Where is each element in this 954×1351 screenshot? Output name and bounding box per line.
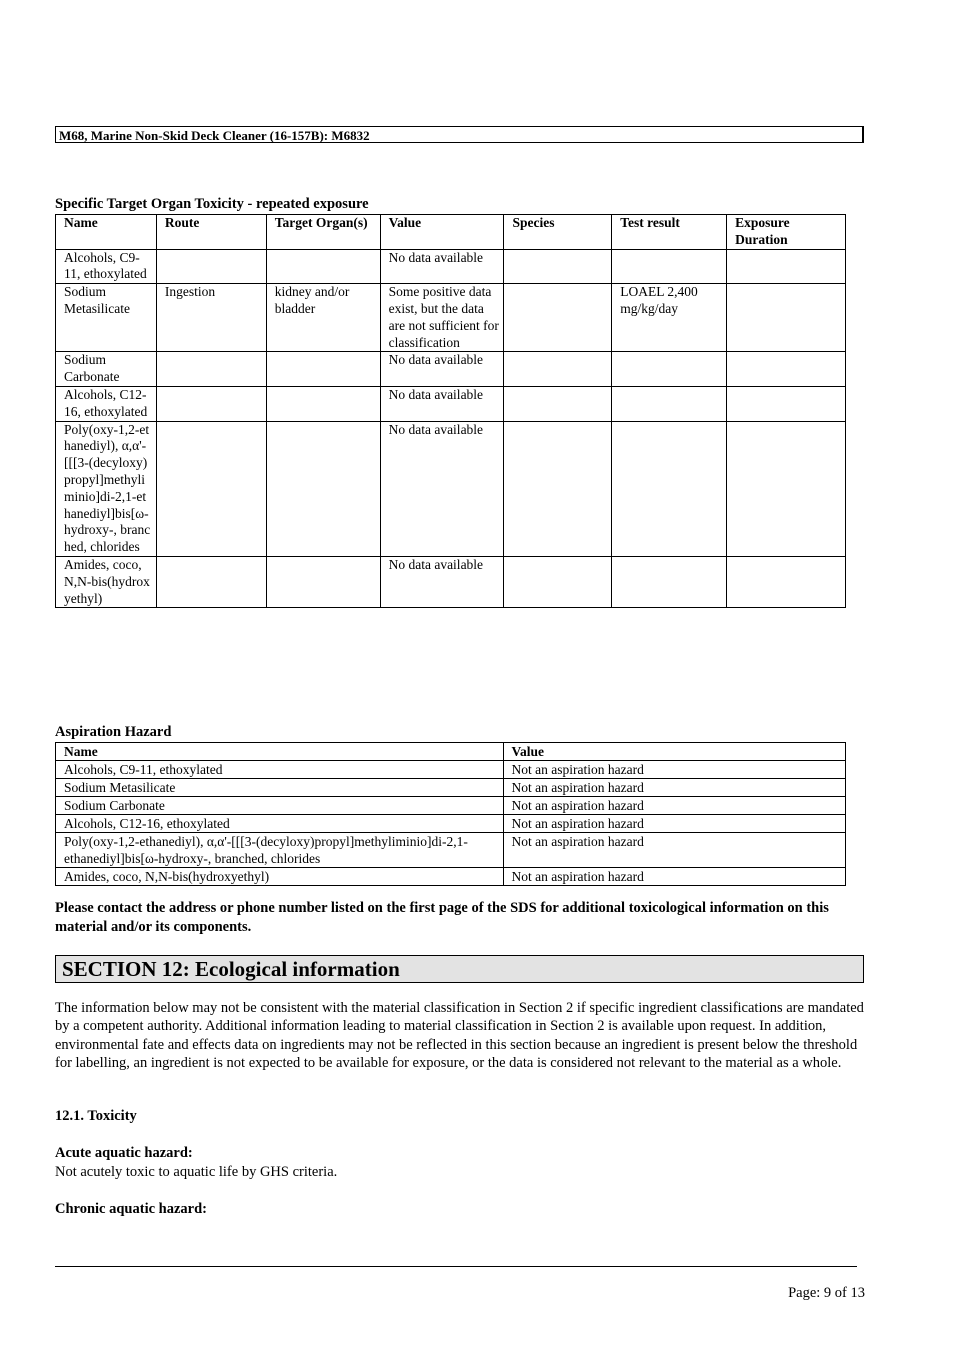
- aspiration-table: [55, 742, 846, 886]
- stot-table: [55, 214, 846, 608]
- stot-cell-result: [612, 249, 727, 284]
- table-row: [56, 815, 846, 833]
- aspiration-cell-name: Poly(oxy-1,2-ethanediyl), α,α'-[[[3-(decyloxy)propyl]methyliminio]di-2,1-ethanediyl]bis[ω-hydroxy-, branched, chlorides: [56, 833, 504, 868]
- table-row: [56, 833, 846, 868]
- page-number: Page: 9 of 13: [788, 1285, 865, 1301]
- stot-cell-species: [504, 421, 612, 556]
- stot-cell-result: [612, 386, 727, 421]
- stot-cell-duration: [727, 249, 846, 284]
- stot-cell-duration: [727, 352, 846, 387]
- stot-cell-name: Alcohols, C9-11, ethoxylated: [56, 249, 157, 284]
- acute-heading: Acute aquatic hazard:: [55, 1145, 193, 1161]
- stot-cell-value: No data available: [380, 352, 504, 387]
- stot-cell-organ: [266, 249, 380, 284]
- stot-cell-duration: [727, 421, 846, 556]
- table-row: [56, 386, 846, 421]
- table-row: [56, 284, 846, 352]
- aspiration-cell-value: Not an aspiration hazard: [503, 833, 845, 868]
- aspiration-title: Aspiration Hazard: [55, 724, 172, 740]
- stot-cell-duration: [727, 556, 846, 607]
- stot-col-value: Value: [380, 215, 504, 250]
- stot-cell-value: No data available: [380, 556, 504, 607]
- footer-divider: [55, 1266, 857, 1267]
- stot-cell-duration: [727, 386, 846, 421]
- table-row: [56, 249, 846, 284]
- table-row: [56, 421, 846, 556]
- stot-col-route: Route: [156, 215, 266, 250]
- stot-cell-organ: [266, 556, 380, 607]
- stot-cell-result: LOAEL 2,400 mg/kg/day: [612, 284, 727, 352]
- table-row: [56, 797, 846, 815]
- stot-cell-result: [612, 352, 727, 387]
- contact-note: Please contact the address or phone number listed on the first page of the SDS for additional toxicological information on this material and/or its components.: [55, 900, 829, 935]
- stot-cell-value: No data available: [380, 421, 504, 556]
- table-row: [56, 761, 846, 779]
- stot-cell-route: [156, 352, 266, 387]
- stot-cell-name: Poly(oxy-1,2-ethanediyl), α,α'-[[[3-(decyloxy)propyl]methyliminio]di-2,1-ethanediyl]bis[ω-hydroxy-, branched, chlorides: [56, 421, 157, 556]
- stot-col-result: Test result: [612, 215, 727, 250]
- aspiration-cell-name: Sodium Metasilicate: [56, 779, 504, 797]
- section-12-heading: SECTION 12: Ecological information: [55, 955, 864, 983]
- table-row: [56, 556, 846, 607]
- stot-cell-route: [156, 556, 266, 607]
- aspiration-cell-value: Not an aspiration hazard: [503, 815, 845, 833]
- stot-cell-species: [504, 352, 612, 387]
- acute-text: Not acutely toxic to aquatic life by GHS criteria.: [55, 1164, 338, 1180]
- aspiration-header-row: [56, 743, 846, 761]
- stot-cell-organ: [266, 421, 380, 556]
- stot-title: Specific Target Organ Toxicity - repeated exposure: [55, 196, 369, 212]
- stot-cell-name: Sodium Carbonate: [56, 352, 157, 387]
- stot-cell-route: [156, 386, 266, 421]
- stot-cell-route: [156, 249, 266, 284]
- stot-cell-result: [612, 556, 727, 607]
- aspiration-col-name: Name: [56, 743, 504, 761]
- stot-cell-species: [504, 284, 612, 352]
- stot-cell-duration: [727, 284, 846, 352]
- stot-cell-route: [156, 421, 266, 556]
- aspiration-cell-name: Sodium Carbonate: [56, 797, 504, 815]
- chronic-heading: Chronic aquatic hazard:: [55, 1201, 207, 1217]
- stot-cell-value: No data available: [380, 386, 504, 421]
- aspiration-cell-name: Alcohols, C9-11, ethoxylated: [56, 761, 504, 779]
- stot-cell-species: [504, 556, 612, 607]
- aspiration-cell-value: Not an aspiration hazard: [503, 797, 845, 815]
- stot-cell-result: [612, 421, 727, 556]
- stot-cell-species: [504, 386, 612, 421]
- stot-cell-organ: [266, 386, 380, 421]
- stot-col-species: Species: [504, 215, 612, 250]
- stot-cell-value: Some positive data exist, but the data are not sufficient for classification: [380, 284, 504, 352]
- stot-cell-organ: [266, 352, 380, 387]
- aspiration-cell-value: Not an aspiration hazard: [503, 761, 845, 779]
- stot-col-organ: Target Organ(s): [266, 215, 380, 250]
- stot-cell-name: Alcohols, C12-16, ethoxylated: [56, 386, 157, 421]
- stot-col-duration: Exposure Duration: [727, 215, 846, 250]
- section-12-intro: The information below may not be consistent with the material classification in Section 2 if specific ingredient classifications are mandated by a competent authority. Additional information leading to material classification in Section 2 is available upon request. In addition, environmental fate and effects data on ingredients may not be reflected in this section because an ingredient is present below the threshold for labelling, an ingredient is not expected to be available for exposure, or the data is considered not relevant to the material as a whole.: [55, 1000, 864, 1071]
- stot-col-name: Name: [56, 215, 157, 250]
- aspiration-cell-name: Alcohols, C12-16, ethoxylated: [56, 815, 504, 833]
- stot-cell-value: No data available: [380, 249, 504, 284]
- stot-cell-organ: kidney and/or bladder: [266, 284, 380, 352]
- stot-cell-name: Amides, coco, N,N-bis(hydroxyethyl): [56, 556, 157, 607]
- aspiration-cell-value: Not an aspiration hazard: [503, 868, 845, 886]
- stot-cell-name: Sodium Metasilicate: [56, 284, 157, 352]
- table-row: [56, 779, 846, 797]
- stot-header-row: [56, 215, 846, 250]
- table-row: [56, 868, 846, 886]
- stot-cell-species: [504, 249, 612, 284]
- aspiration-cell-name: Amides, coco, N,N-bis(hydroxyethyl): [56, 868, 504, 886]
- stot-cell-route: Ingestion: [156, 284, 266, 352]
- document-header: M68, Marine Non-Skid Deck Cleaner (16-157B): M6832: [55, 126, 864, 143]
- toxicity-heading: 12.1. Toxicity: [55, 1108, 137, 1124]
- aspiration-cell-value: Not an aspiration hazard: [503, 779, 845, 797]
- aspiration-col-value: Value: [503, 743, 845, 761]
- table-row: [56, 352, 846, 387]
